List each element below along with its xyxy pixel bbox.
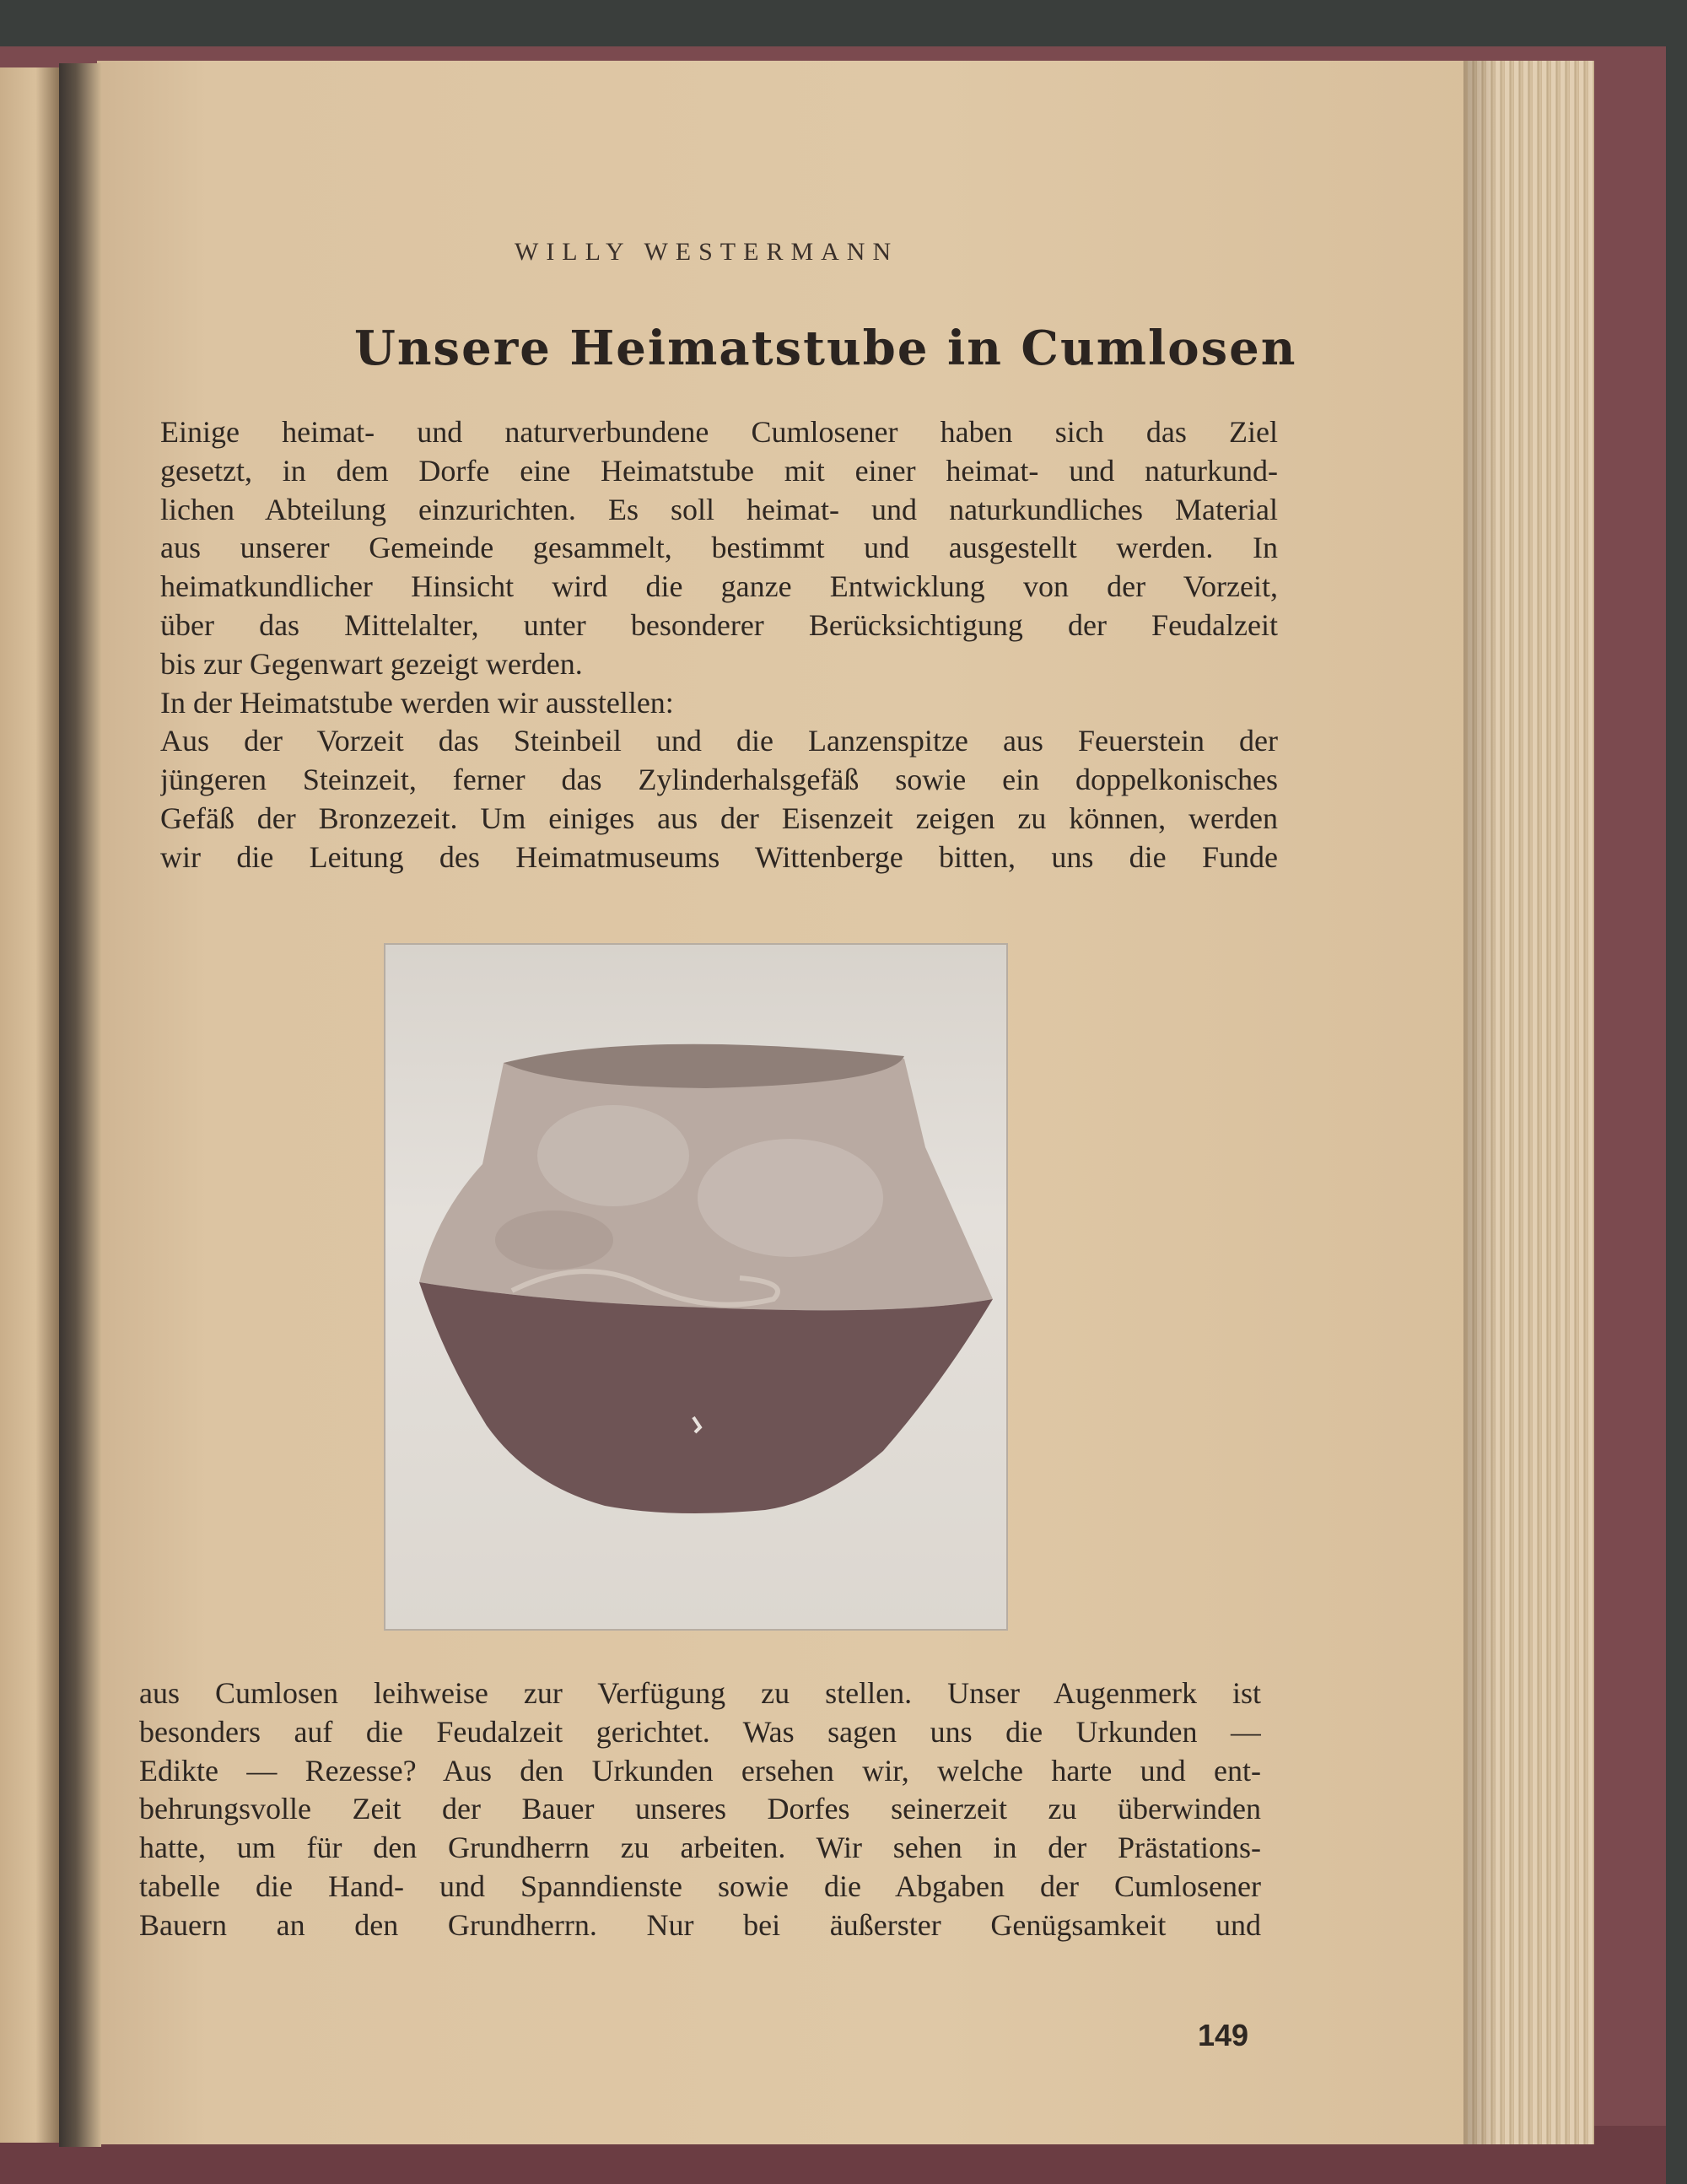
text-line: wir die Leitung des Heimatmuseums Wittenberge bitten, uns die Funde [160,839,1278,874]
left-page-edge [0,67,59,2143]
text-line: Gefäß der Bronzezeit. Um einiges aus der Eisenzeit zeigen zu können, werden [160,801,1278,835]
text-line: über das Mittelalter, unter besonderer Berücksichtigung der Feudalzeit [160,607,1278,642]
book-gutter [59,63,101,2147]
text-line: besonders auf die Feudalzeit gerichtet. Was sagen uns die Urkunden — [139,1714,1261,1749]
text-line: Aus der Vorzeit das Steinbeil und die Lanzenspitze aus Feuerstein der [160,724,1278,758]
text-line: Edikte — Rezesse? Aus den Urkunden ersehen wir, welche harte und ent- [139,1753,1261,1788]
text-line: behrungsvolle Zeit der Bauer unseres Dorfes seinerzeit zu überwinden [139,1792,1261,1826]
text-line: Bauern an den Grundherrn. Nur bei äußerster Genügsamkeit und [139,1907,1261,1942]
pottery-vessel-photo [384,943,1008,1631]
text-line: gesetzt, in dem Dorfe eine Heimatstube mit einer heimat- und naturkund- [160,453,1278,488]
text-line: bis zur Gegenwart gezeigt werden. [160,646,583,681]
text-line: lichen Abteilung einzurichten. Es soll heimat- und naturkundliches Material [160,492,1278,526]
text-line: heimatkundlicher Hinsicht wird die ganze Entwicklung von der Vorzeit, [160,569,1278,604]
chapter-title: Unsere Heimatstube in Cumlosen [354,321,1297,376]
double-conical-vessel-image [385,945,1006,1629]
page-number: 149 [1198,2018,1249,2052]
text-line: Einige heimat- und naturverbundene Cumlosener haben sich das Ziel [160,415,1278,449]
text-line: tabelle die Hand- und Spanndienste sowie die Abgaben der Cumlosener [139,1869,1261,1903]
text-line: aus unserer Gemeinde gesammelt, bestimmt und ausgestellt werden. In [160,531,1278,565]
page-edge-shadow [1463,61,1497,2144]
paragraph-top [160,413,1278,877]
text-line: hatte, um für den Grundherrn zu arbeiten. Wir sehen in der Prästations- [139,1831,1261,1865]
text-line: jüngeren Steinzeit, ferner das Zylinderhalsgefäß sowie ein doppelkonisches [160,763,1278,797]
text-line: In der Heimatstube werden wir ausstellen: [160,685,674,720]
author-name: WILLY WESTERMANN [515,238,899,266]
text-line: aus Cumlosen leihweise zur Verfügung zu stellen. Unser Augenmerk ist [139,1676,1261,1710]
paragraph-bottom [139,1674,1261,1945]
